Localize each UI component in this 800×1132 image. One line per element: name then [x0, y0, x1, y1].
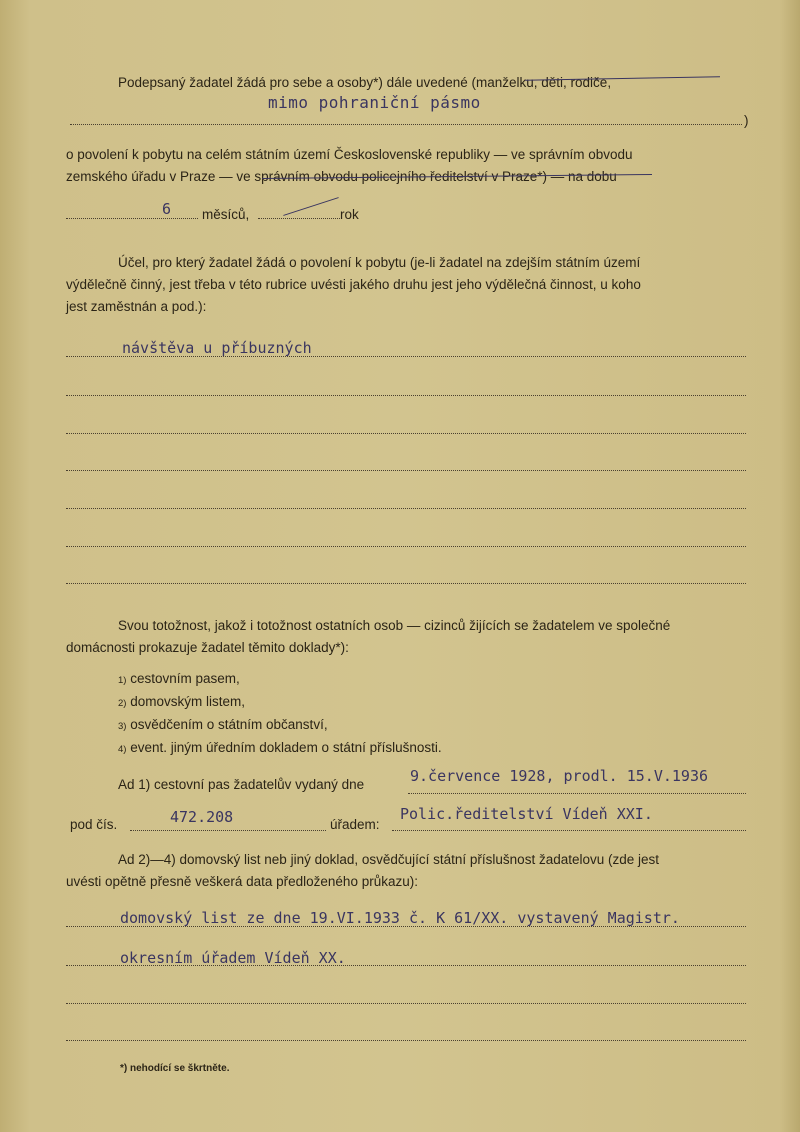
- item-number: 1): [118, 675, 127, 686]
- purpose-line-3: jest zaměstnán a pod.):: [66, 299, 207, 314]
- item-number: 2): [118, 698, 127, 709]
- item-text: osvědčením o státním občanství,: [130, 717, 328, 732]
- typed-residence-zone: mimo pohraniční pásmo: [268, 93, 481, 112]
- passport-number-label: pod čís.: [70, 817, 118, 832]
- ad2-line-1: Ad 2)—4) domovský list neb jiný doklad, osvědčující státní příslušnost žadatelovu (zde jest: [118, 852, 660, 867]
- months-label: měsíců,: [202, 207, 250, 222]
- fill-line: [66, 1003, 746, 1004]
- fill-line: [66, 433, 746, 434]
- fill-line: [66, 218, 198, 219]
- identity-line-2: domácnosti prokazuje žadatel těmito doklady*):: [66, 640, 349, 655]
- footnote: *) nehodící se škrtněte.: [120, 1063, 230, 1074]
- fill-line: [70, 124, 742, 125]
- ad1-label: Ad 1) cestovní pas žadatelův vydaný dne: [118, 777, 365, 792]
- duration-value: 6: [162, 200, 172, 218]
- item-text: event. jiným úředním dokladem o státní příslušnosti.: [130, 740, 442, 755]
- paren-close: ): [744, 113, 749, 128]
- fill-line: [66, 508, 746, 509]
- document-list-item: [118, 693, 245, 713]
- fill-line: [66, 926, 746, 927]
- intro-line-3: zemského úřadu v Praze — ve správním obvodu policejního ředitelství v Praze*) — na dobu: [66, 169, 617, 184]
- identity-line-1: Svou totožnost, jakož i totožnost ostatních osob — cizinců žijících se žadatelem ve společné: [118, 618, 671, 633]
- fill-line: [66, 1040, 746, 1041]
- fill-line: [258, 218, 340, 219]
- strike-through-mark: [283, 197, 338, 216]
- fill-line: [66, 395, 746, 396]
- fill-line: [392, 830, 746, 831]
- office-label: úřadem:: [330, 817, 380, 832]
- purpose-line-2: výdělečně činný, jest třeba v této rubrice uvésti jakého druhu jest jeho výdělečná činnost, u koho: [66, 277, 641, 292]
- typed-domicile-line-2: okresním úřadem Vídeň XX.: [120, 949, 346, 967]
- fill-line: [66, 470, 746, 471]
- typed-purpose: návštěva u příbuzných: [122, 339, 312, 357]
- years-label: rok: [340, 207, 359, 222]
- ad2-line-2: uvésti opětně přesně veškerá data předloženého průkazu):: [66, 874, 418, 889]
- document-list-item: [118, 739, 442, 759]
- typed-domicile-line-1: domovský list ze dne 19.VI.1933 č. K 61/XX. vystavený Magistr.: [120, 909, 680, 927]
- fill-line: [66, 356, 746, 357]
- fill-line: [408, 793, 746, 794]
- fill-line: [66, 583, 746, 584]
- fill-line: [66, 546, 746, 547]
- fill-line: [66, 965, 746, 966]
- item-number: 3): [118, 721, 127, 732]
- item-text: cestovním pasem,: [130, 671, 240, 686]
- document-list-item: [118, 716, 328, 736]
- item-text: domovským listem,: [130, 694, 245, 709]
- fill-line: [130, 830, 326, 831]
- passport-issue-date: 9.července 1928, prodl. 15.V.1936: [410, 767, 709, 785]
- document-list-item: [118, 670, 240, 690]
- intro-line-2: o povolení k pobytu na celém státním území Československé republiky — ve správním obvodu: [66, 147, 633, 162]
- purpose-line-1: Účel, pro který žadatel žádá o povolení k pobytu (je-li žadatel na zdejším státním území: [118, 255, 641, 270]
- item-number: 4): [118, 744, 127, 755]
- issuing-office: Polic.ředitelství Vídeň XXI.: [400, 805, 653, 823]
- intro-line-1: Podepsaný žadatel žádá pro sebe a osoby*) dále uvedené (manželku, děti, rodiče,: [118, 75, 612, 90]
- passport-number: 472.208: [170, 808, 234, 826]
